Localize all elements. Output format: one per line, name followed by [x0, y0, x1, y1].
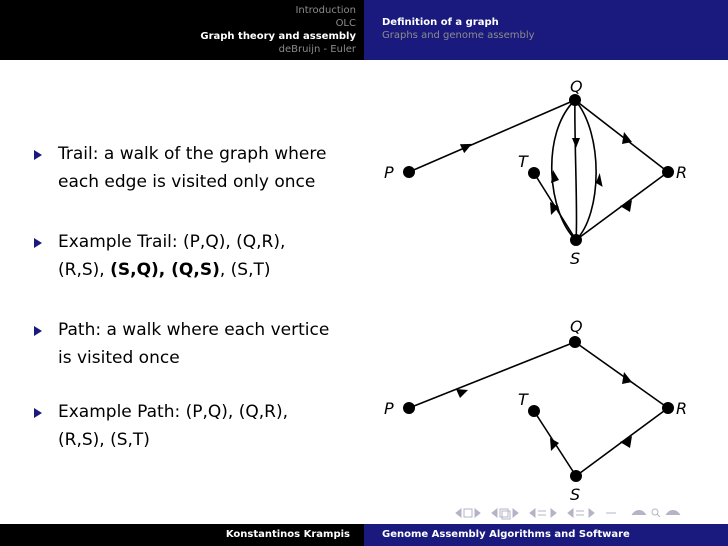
subsection-nav: [364, 0, 728, 60]
vertex-label-q: Q: [570, 77, 583, 96]
section-graph-theory[interactable]: Graph theory and assembly: [200, 31, 356, 42]
footer-title-box: [364, 524, 728, 546]
path-graph: [364, 312, 728, 508]
footer-title: Genome Assembly Algorithms and Software: [382, 529, 630, 540]
vertex-label-s: S: [570, 485, 581, 504]
subsection-genome-assembly[interactable]: Graphs and genome assembly: [382, 30, 535, 41]
section-olc[interactable]: OLC: [335, 18, 356, 29]
vertex-label-p: P: [384, 399, 394, 418]
nav-doc-icon[interactable]: [576, 511, 584, 515]
bullet-item: [34, 140, 364, 196]
vertex-r: [662, 166, 674, 178]
vertex-p: [403, 402, 415, 414]
vertex-label-q: Q: [570, 317, 583, 336]
trail-graph: [364, 72, 728, 272]
section-introduction[interactable]: Introduction: [295, 5, 356, 16]
nav-next-doc-icon[interactable]: [589, 509, 594, 517]
bullet-triangle-icon: [34, 326, 42, 336]
vertex-s: [570, 234, 582, 246]
footer-author: Konstantinos Krampis: [225, 529, 350, 540]
section-nav: [0, 0, 364, 60]
nav-zoom-icon[interactable]: [666, 511, 680, 516]
vertex-t: [528, 405, 540, 417]
edge-q-s-left: [552, 100, 576, 240]
edge-s-q-right: [575, 100, 596, 240]
bullet-text: Path: a walk where each vertice is visited once: [58, 320, 330, 368]
bullet-triangle-icon: [34, 238, 42, 248]
bullet-triangle-icon: [34, 408, 42, 418]
bullet-text: Example Path: (P,Q), (Q,R), (R,S), (S,T): [58, 402, 289, 450]
bullet-text: Trail: a walk of the graph where each edge is visited only once: [58, 144, 327, 192]
nav-prev-doc-icon[interactable]: [568, 509, 573, 517]
nav-prev-subsection-icon[interactable]: [492, 509, 497, 517]
vertex-label-r: R: [676, 399, 688, 418]
nav-next-subsection-icon[interactable]: [513, 509, 518, 517]
edge-q-r: [575, 100, 668, 172]
arrow-head: [620, 436, 632, 448]
vertex-label-t: T: [518, 152, 528, 171]
arrow-head: [620, 200, 632, 212]
nav-next-frame-icon[interactable]: [475, 509, 480, 517]
bullet-text: [58, 228, 364, 284]
vertex-q: [569, 336, 581, 348]
arrow-head: [622, 372, 632, 384]
vertex-label-t: T: [518, 390, 528, 409]
beamer-navigation: [452, 506, 722, 520]
nav-next-section-icon[interactable]: [551, 509, 556, 517]
nav-prev-frame-icon[interactable]: [456, 509, 461, 517]
bullet-text-pre: Example Trail: (P,Q), (Q,R), (R,S),: [58, 232, 286, 280]
bullet-text-post: , (S,T): [219, 260, 271, 280]
vertex-s: [570, 470, 582, 482]
vertex-label-s: S: [570, 249, 581, 268]
edge-q-r: [575, 342, 668, 408]
nav-search-icon[interactable]: [652, 509, 660, 517]
edge-q-s-middle: [575, 100, 577, 240]
bullet-item: [34, 228, 364, 284]
bullet-text-bold: (S,Q), (Q,S): [110, 260, 220, 280]
nav-frame-icon[interactable]: [464, 509, 472, 517]
vertex-label-r: R: [676, 163, 688, 182]
nav-prev-section-icon[interactable]: [530, 509, 535, 517]
arrow-head: [622, 132, 632, 144]
section-debruijn-euler[interactable]: deBruijn - Euler: [278, 44, 356, 55]
arrow-head: [572, 138, 580, 148]
bullet-item: [34, 398, 364, 454]
vertex-label-p: P: [384, 163, 394, 182]
footer-bar: [0, 524, 728, 546]
vertex-t: [528, 167, 540, 179]
edge-p-q: [409, 342, 575, 408]
edge-p-q: [409, 100, 575, 172]
subsection-definition[interactable]: Definition of a graph: [382, 17, 499, 28]
nav-back-forward-icon[interactable]: [632, 511, 646, 516]
nav-section-icon[interactable]: [538, 511, 546, 515]
header-bar: [0, 0, 728, 60]
bullet-item: [34, 316, 364, 372]
bullet-triangle-icon: [34, 150, 42, 160]
vertex-r: [662, 402, 674, 414]
footer-author-box: [0, 524, 364, 546]
vertex-p: [403, 166, 415, 178]
arrow-head: [456, 389, 468, 398]
nav-subsection-icon[interactable]: [500, 509, 510, 519]
